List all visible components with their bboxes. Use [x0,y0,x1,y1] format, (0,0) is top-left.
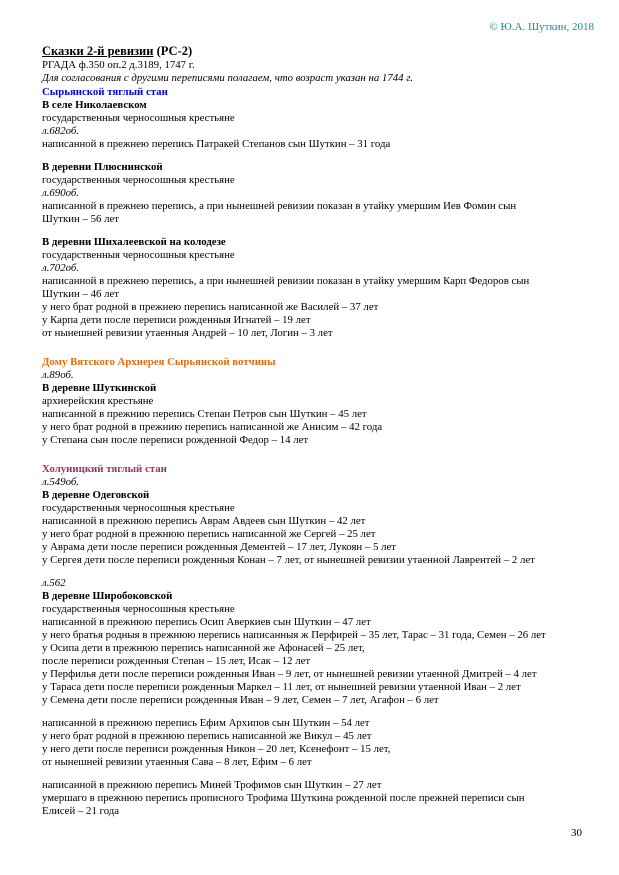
record-line: архиерейския крестьяне [42,395,154,407]
record-line: государственныя черносошныя крестьяне [42,174,235,186]
folio-reference: л.702об. [42,262,79,274]
record-line: Елисей – 21 года [42,805,120,817]
record-line: от нынешней ревизии утаенныя Сава – 8 лет, Ефим – 6 лет [42,756,312,768]
archive-source-reference: РГАДА ф.350 оп.2 д.3189, 1747 г. [42,59,195,71]
document-title-suffix: (РС-2) [153,44,193,58]
spacer [42,567,594,577]
record-line: Шуткин – 56 лет [42,213,120,225]
record-line: у Аврама дети после переписи рожденныя Дементей – 17 лет, Лукоян – 5 лет [42,541,397,553]
record-line: государственныя черносошныя крестьяне [42,603,235,615]
spacer [42,447,594,463]
spacer [42,226,594,236]
place-heading: В деревне Одеговской [42,489,150,501]
place-heading: В деревни Плюснинской [42,161,163,173]
place-heading: В деревне Широбоковской [42,590,173,602]
record-line: написанной в прежнию перепись Степан Петров сын Шуткин – 45 лет [42,408,367,420]
document-title [42,43,594,59]
folio-reference: л.690об. [42,187,79,199]
record-line: у него брат родной в прежнюю перепись написанной же Викул – 45 лет [42,730,372,742]
page-number: 30 [571,827,582,839]
record-line: у него брат родной в прежнюю перепись написанной же Сергей – 25 лет [42,528,376,540]
copyright-notice: © Ю.А. Шуткин, 2018 [489,21,594,33]
folio-reference: л.682об. [42,125,79,137]
spacer [42,340,594,356]
record-line: написанной в прежнею перепись Патракей Степанов сын Шуткин – 31 года [42,138,391,150]
record-line: написанной в прежнюю перепись Аврам Авдеев сын Шуткин – 42 лет [42,515,366,527]
folio-reference: л.89об. [42,369,74,381]
record-line: у него брат родной в прежнею перепись написанной же Василей – 37 лет [42,301,379,313]
record-line: написанной в прежнюю перепись Миней Трофимов сын Шуткин – 27 лет [42,779,382,791]
section-heading: Дому Вятского Архиерея Сырьянской вотчины [42,356,276,368]
record-line: написанной в прежнюю перепись Осип Аверкиев сын Шуткин – 47 лет [42,616,371,628]
record-line: от нынешней ревизии утаенныя Андрей – 10 лет, Логин – 3 лет [42,327,333,339]
record-line: у Семена дети после переписи рожденныя Иван – 9 лет, Семен – 7 лет, Агафон – 6 лет [42,694,439,706]
record-line: написанной в прежнюю перепись Ефим Архипов сын Шуткин – 54 лет [42,717,370,729]
document-title-main: Сказки 2-й ревизии [42,44,154,58]
record-line: у Карпа дети после переписи рожденныя Игнатей – 19 лет [42,314,311,326]
document-lines [42,86,594,818]
record-line: у Осипа дети в прежнюю перепись написанной же Афонасей – 25 лет, [42,642,365,654]
place-heading: В деревни Шихалеевской на колодезе [42,236,226,248]
record-line: у него брат родной в прежнию перепись написанной же Анисим – 42 года [42,421,383,433]
spacer [42,151,594,161]
record-line: у него дети после переписи рожденныя Никон – 20 лет, Ксенефонт – 15 лет, [42,743,391,755]
record-line: умершаго в прежнюю перепись прописного Трофима Шуткина рожденной после прежней переписи сын [42,792,525,804]
record-line: государственныя черносошныя крестьяне [42,112,235,124]
place-heading: В деревне Шуткинской [42,382,157,394]
record-line: у Сергея дети после переписи рожденныя Конан – 7 лет, от нынешней ревизии утаенной Лаврентей – 2 лет [42,554,535,566]
record-line: у Тараса дети после переписи рожденныя Маркел – 11 лет, от нынешней ревизии утаенной Иван – 2 лет [42,681,521,693]
record-line: написанной в прежнею перепись, а при нынешней ревизии показан в утайку умершим Карп Федоров сын [42,275,530,287]
section-heading: Сырьянской тяглый стан [42,86,168,98]
editorial-note: Для согласования с другими переписями полагаем, что возраст указан на 1744 г. [42,72,413,84]
document-content [42,20,594,840]
record-line: написанной в прежнею перепись, а при нынешней ревизии показан в утайку умершим Иев Фомин сын [42,200,517,212]
record-line: после переписи рожденныя Степан – 15 лет, Исак – 12 лет [42,655,311,667]
record-line: государственныя черносошныя крестьяне [42,502,235,514]
spacer [42,769,594,779]
record-line: у него братья родныя в прежнюю перепись написанныя ж Перфирей – 35 лет, Тарас – 31 года, Семен – 26 лет [42,629,546,641]
section-heading: Холуницкий тяглый стан [42,463,167,475]
place-heading: В селе Николаевском [42,99,147,111]
record-line: государственныя черносошныя крестьяне [42,249,235,261]
folio-reference: л.562 [42,577,66,589]
spacer [42,707,594,717]
record-line: у Перфилья дети после переписи рожденныя Иван – 9 лет, от нынешней ревизии утаенной Дмитрей – 4 лет [42,668,537,680]
folio-reference: л.549об. [42,476,79,488]
record-line: Шуткин – 46 лет [42,288,120,300]
record-line: у Степана сын после переписи рожденной Федор – 14 лет [42,434,309,446]
